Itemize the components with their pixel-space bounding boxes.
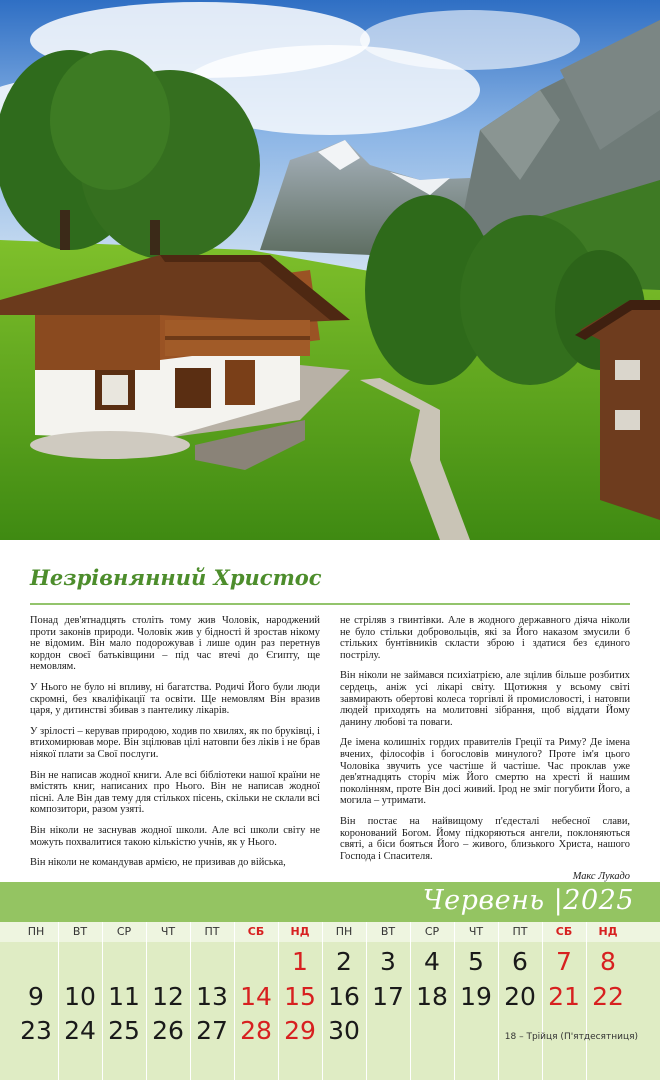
weekday-label: ПН: [27, 925, 45, 938]
paragraph: Він не написав жодної книги. Але всі бібліотеки нашої країни не вмістять книг, написаних про Нього. Він не написав жодної пісні. Але Він дав тему для стількох пісень, скільки не склали всі композитори, разом узяті.: [30, 769, 320, 816]
weekday-label: ВТ: [380, 925, 396, 938]
calendar-day: 22: [592, 982, 624, 1011]
calendar-day: 14: [240, 982, 272, 1011]
calendar-day: 24: [64, 1016, 96, 1045]
month-name: Червень: [422, 885, 545, 916]
article-column-right: [340, 615, 630, 883]
calendar-day: 19: [460, 982, 492, 1011]
calendar-day: 11: [108, 982, 140, 1011]
calendar-day: 8: [600, 947, 616, 976]
calendar-day: 6: [512, 947, 528, 976]
article-columns: [30, 615, 630, 883]
calendar-day: 29: [284, 1016, 316, 1045]
calendar-day: 25: [108, 1016, 140, 1045]
paragraph: Він ніколи не заснував жодної школи. Але всі школи світу не можуть похвалитися такою кількістю учнів, як у Нього.: [30, 824, 320, 848]
year: 2025: [563, 885, 634, 916]
article-author: Макс Лукадо: [572, 871, 630, 883]
weekday-label: НД: [598, 925, 618, 938]
weekday-label: ЧТ: [160, 925, 176, 938]
weekday-label: ПН: [335, 925, 353, 938]
calendar-day: 23: [20, 1016, 52, 1045]
title-divider: [30, 603, 630, 605]
calendar-day: 9: [28, 982, 44, 1011]
calendar-day: 3: [380, 947, 396, 976]
calendar-day: 17: [372, 982, 404, 1011]
calendar-day: 21: [548, 982, 580, 1011]
calendar-day: 1: [292, 947, 308, 976]
weekday-label: ПТ: [204, 925, 220, 938]
paragraph: Він ніколи не командував армією, не призивав до війська,: [30, 857, 286, 869]
paragraph: Понад дев'ятнадцять століть тому жив Чоловік, народжений проти законів природи. Чоловік жив у бідності й зростав нікому не відомим. Він мало подорожував і лише один раз перетнув кордон своєї батьківщини – під час втечі до Єгипту, ще немовлям.: [30, 615, 320, 673]
calendar-day: 15: [284, 982, 316, 1011]
calendar-day: 2: [336, 947, 352, 976]
calendar-day: 5: [468, 947, 484, 976]
paragraph: Де імена колишніх гордих правителів Греції та Риму? Де імена вчених, філософів і богословів минулого? Проте ім'я цього Чоловіка звучить усе частіше й частіше. Час проклав уже дев'ятнадцять сторіч між Його смертю на хресті й нашим поколінням, проте Він досі живий. Ірод не зміг погубити Його, а могила – утримати.: [340, 737, 630, 807]
paragraph: Він ніколи не займався психіатрією, але зцілив більше розбитих сердець, аніж усі лікарі світу. Щотижня у всьому світі завмирають обертові колеса торгівлі й промисловості, і натовпи людей приходять на молитовні зібрання, щоб віддати Йому данину любові та поваги.: [340, 670, 630, 728]
article: [30, 565, 630, 883]
calendar-day: 27: [196, 1016, 228, 1045]
calendar-day: 20: [504, 982, 536, 1011]
weekday-label: СР: [116, 925, 132, 938]
weekday-label: ПТ: [512, 925, 528, 938]
weekday-label: ЧТ: [468, 925, 484, 938]
calendar-day: 7: [556, 947, 572, 976]
calendar-day: 28: [240, 1016, 272, 1045]
calendar-day: 16: [328, 982, 360, 1011]
calendar-day: 12: [152, 982, 184, 1011]
calendar-day: 13: [196, 982, 228, 1011]
calendar: [0, 882, 660, 1080]
calendar-day: 26: [152, 1016, 184, 1045]
weekday-label: СБ: [247, 925, 265, 938]
calendar-day: 18: [416, 982, 448, 1011]
paragraph: У Нього не було ні впливу, ні багатства. Родичі Його були люди скромні, без кваліфікації та освіти. Ще немовлям Він вразив царя, у дитинстві збивав з пантелику лікарів.: [30, 681, 320, 717]
holiday-note: 18 – Трійця (П'ятдесятниця): [504, 1032, 638, 1042]
article-column-left: [30, 615, 320, 869]
weekday-label: СР: [424, 925, 440, 938]
weekday-label: ВТ: [72, 925, 88, 938]
calendar-month-title: Червень |2025: [422, 885, 634, 916]
article-title: Незрівнянний Христос: [30, 565, 322, 590]
calendar-day: 4: [424, 947, 440, 976]
calendar-day: 30: [328, 1016, 360, 1045]
calendar-header: [0, 882, 660, 922]
weekday-label: НД: [290, 925, 310, 938]
paragraph: У зрілості – керував природою, ходив по хвилях, як по бруківці, і втихомирював море. Він зцілював цілі натовпи без ліків і не брав ніякої плати за Свої послуги.: [30, 725, 320, 760]
calendar-day: 10: [64, 982, 96, 1011]
paragraph: не стріляв з гвинтівки. Але в жодного державного діяча ніколи не було стільки добровольців, які за Його наказом змусили б стільких бунтівників скласти зброю і здатися без єдиного пострілу.: [340, 615, 630, 661]
paragraph: Він постає на найвищому п'єдесталі небесної слави, коронований Богом. Йому підкоряються ангели, поклоняються святі, а біси бояться Його – живого, близького Христа, нашого Господа і Спасителя.: [340, 815, 630, 862]
weekday-label: СБ: [555, 925, 573, 938]
